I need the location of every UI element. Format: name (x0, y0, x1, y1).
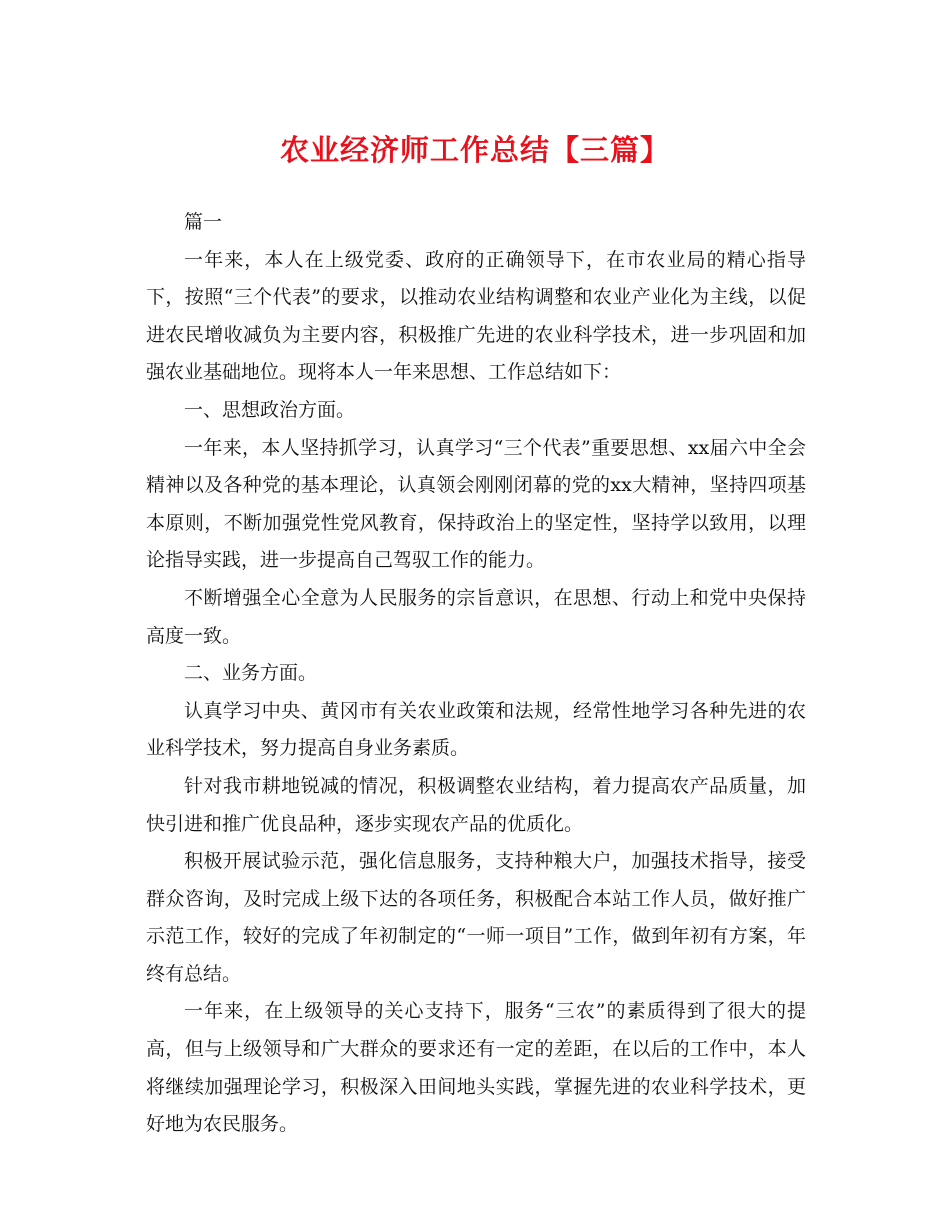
document-title: 农业经济师工作总结【三篇】 (279, 133, 670, 167)
section-heading-business: 二、业务方面。 (184, 662, 318, 685)
study-paragraph: 认真学习中央、黄冈市有关农业政策和法规，经常性地学习各种先进的农业科学技术，努力提高自身业务素质。 (146, 699, 806, 760)
service-awareness-paragraph: 不断增强全心全意为人民服务的宗旨意识，在思想、行动上和党中央保持高度一致。 (146, 586, 806, 647)
document-body (146, 204, 806, 1144)
political-paragraph: 一年来，本人坚持抓学习，认真学习“三个代表”重要思想、xx届六中全会精神以及各种党的基本理论，认真领会刚刚闭幕的党的xx大精神，坚持四项基本原则，不断加强党性党风教育，保持政治上的坚定性，坚持学以致用，以理论指导实践，进一步提高自己驾驭工作的能力。 (146, 436, 806, 572)
section-heading-political: 一、思想政治方面。 (184, 398, 356, 421)
intro-paragraph: 一年来，本人在上级党委、政府的正确领导下，在市农业局的精心指导下，按照“三个代表”的要求，以推动农业结构调整和农业产业化为主线，以促进农民增收减负为主要内容，积极推广先进的农业科学技术，进一步巩固和加强农业基础地位。现将本人一年来思想、工作总结如下： (146, 248, 806, 384)
demonstration-paragraph: 积极开展试验示范，强化信息服务，支持种粮大户，加强技术指导，接受群众咨询，及时完成上级下达的各项任务，积极配合本站工作人员，做好推广示范工作，较好的完成了年初制定的“一师一项目”工作，做到年初有方案，年终有总结。 (146, 850, 806, 985)
section-heading-part-one: 篇一 (184, 211, 223, 233)
summary-paragraph: 一年来，在上级领导的关心支持下，服务“三农”的素质得到了很大的提高，但与上级领导和广大群众的要求还有一定的差距，在以后的工作中，本人将继续加强理论学习，积极深入田间地头实践，掌握先进的农业科学技术，更好地为农民服务。 (146, 1000, 806, 1136)
structure-adjustment-paragraph: 针对我市耕地锐减的情况，积极调整农业结构，着力提高农产品质量，加快引进和推广优良品种，逐步实现农产品的优质化。 (146, 774, 806, 835)
